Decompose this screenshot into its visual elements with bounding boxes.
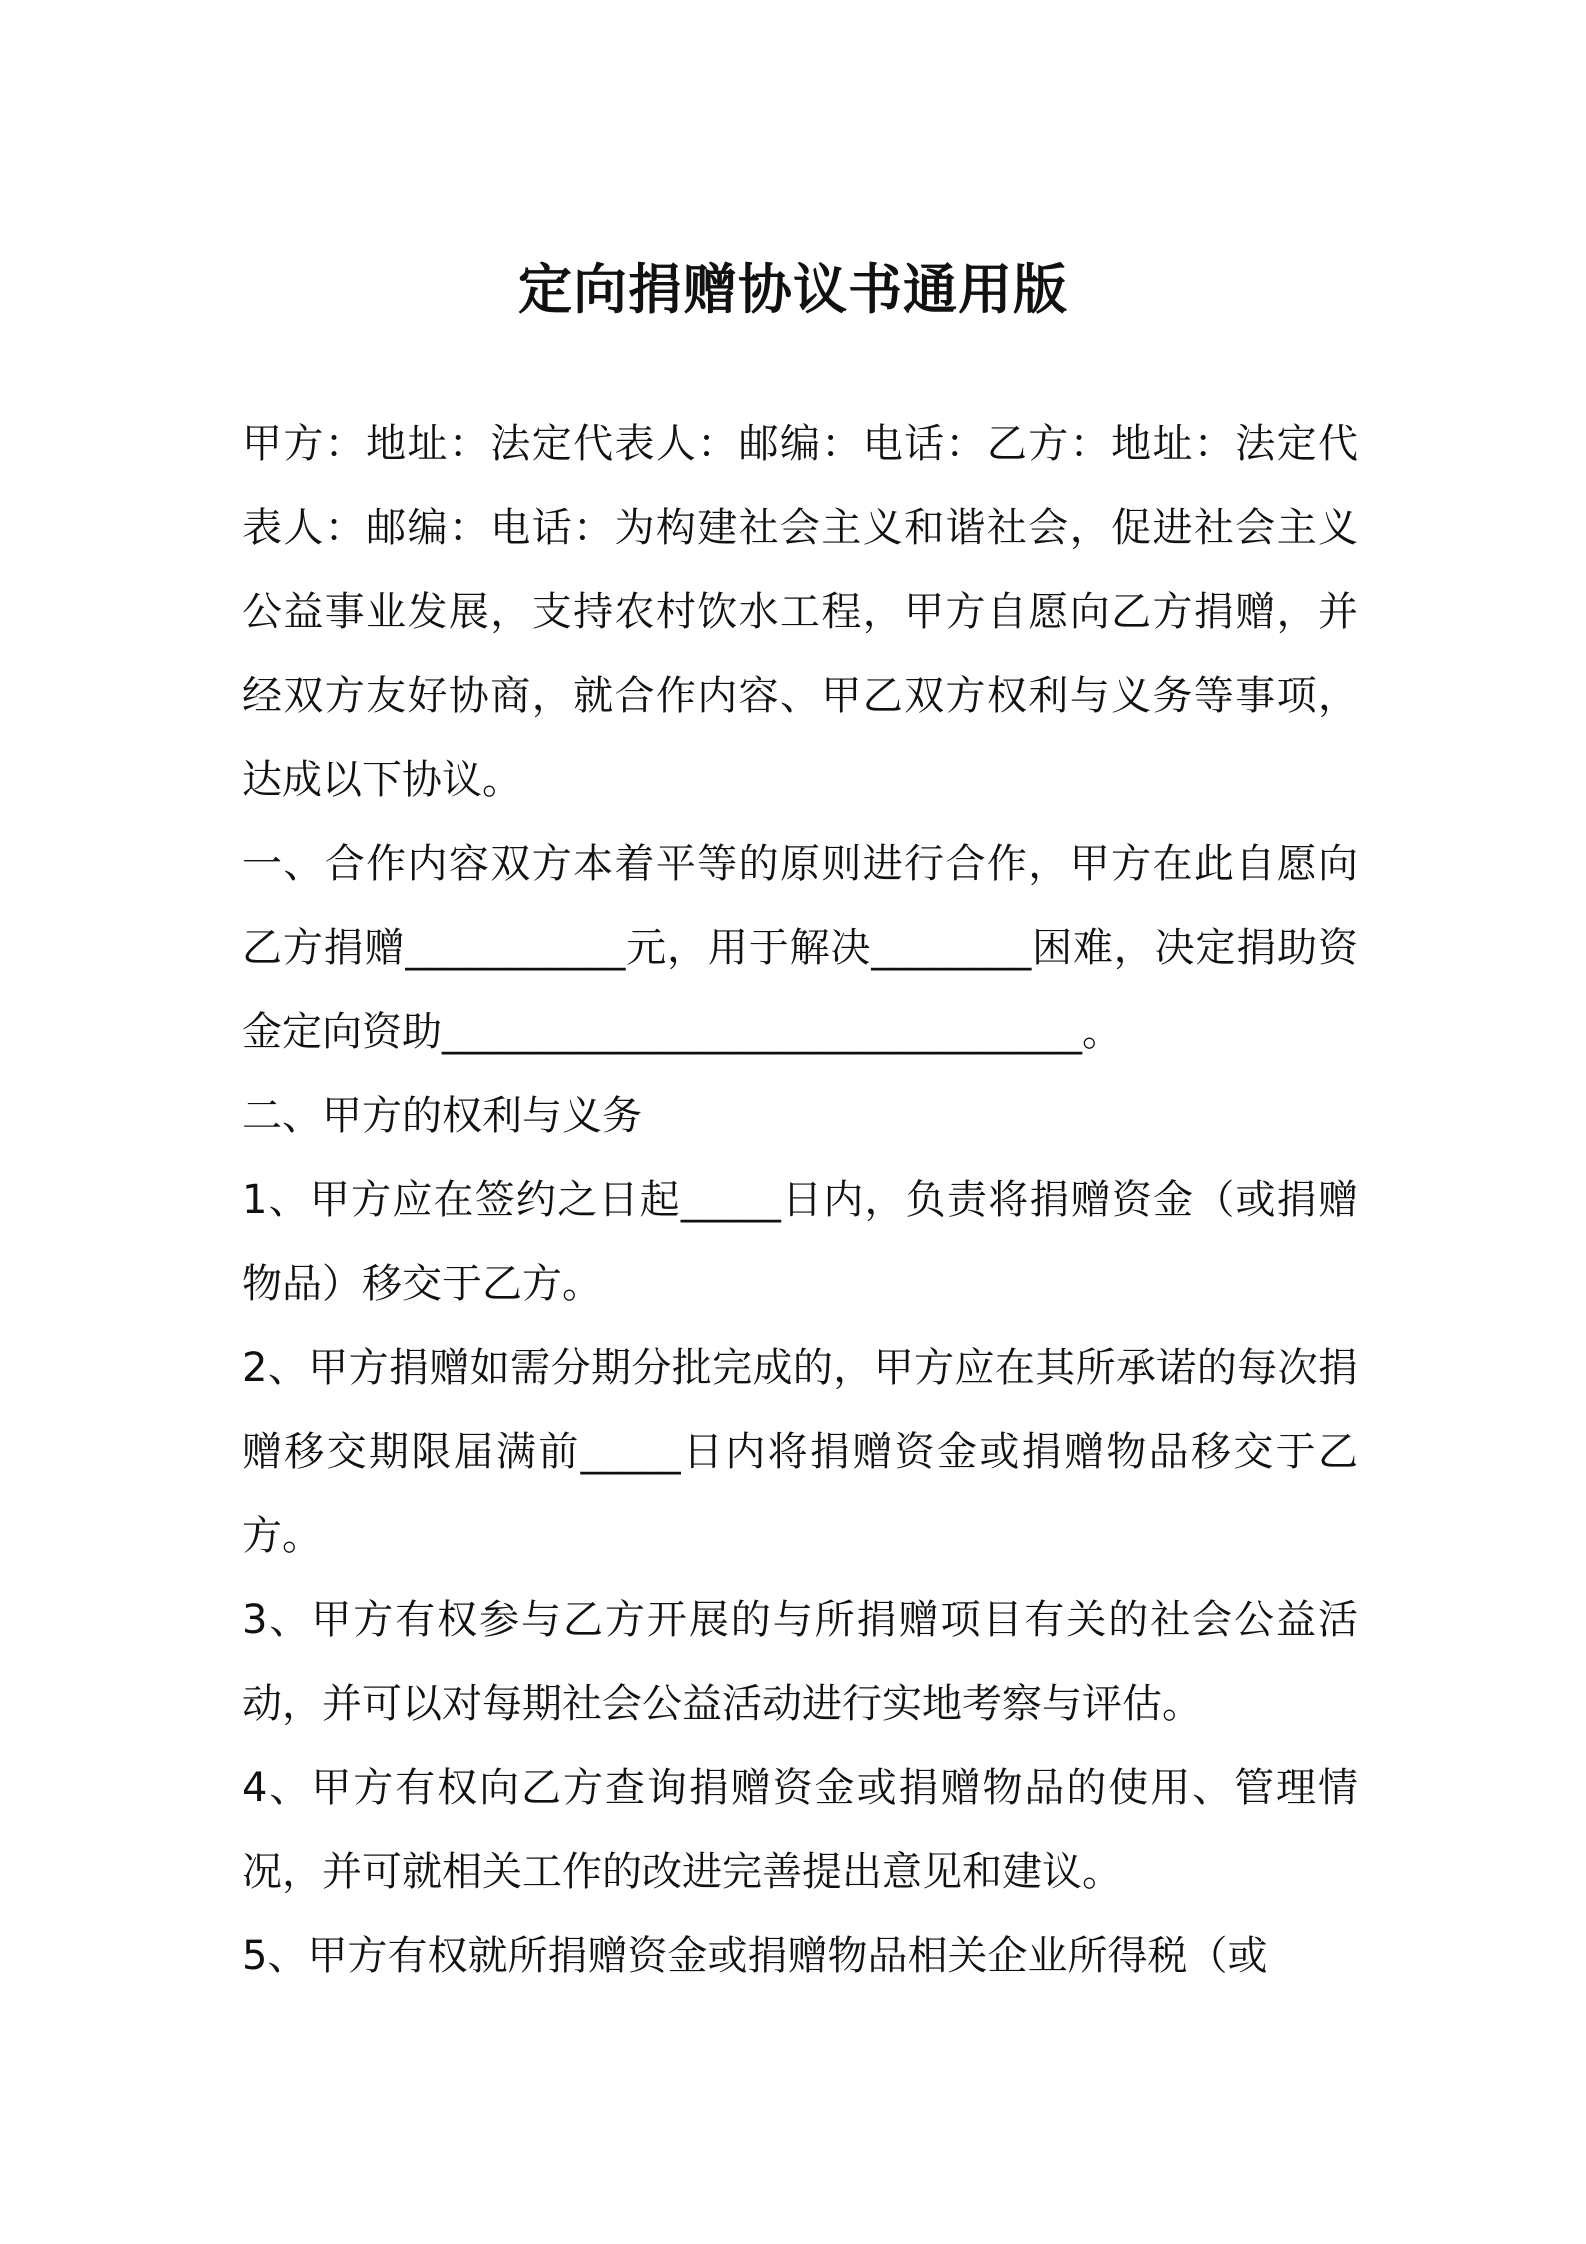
clause-item-1: 1、甲方应在签约之日起_____日内，负责将捐赠资金（或捐赠物品）移交于乙方。	[242, 1177, 1358, 1307]
clause-cooperation-content: 一、合作内容双方本着平等的原则进行合作，甲方在此自愿向乙方捐赠___________元，用于解决________困难，决定捐助资金定向资助________________________________。	[242, 841, 1358, 1055]
document-body	[242, 402, 1358, 1998]
intro-paragraph: 甲方：地址：法定代表人：邮编：电话：乙方：地址：法定代表人：邮编：电话：为构建社会主义和谐社会，促进社会主义公益事业发展，支持农村饮水工程，甲方自愿向乙方捐赠，并经双方友好协商，就合作内容、甲乙双方权利与义务等事项，达成以下协议。	[242, 421, 1358, 803]
section-heading-party-a-rights: 二、甲方的权利与义务	[242, 1093, 642, 1139]
clause-item-2: 2、甲方捐赠如需分期分批完成的，甲方应在其所承诺的每次捐赠移交期限届满前_____日内将捐赠资金或捐赠物品移交于乙方。	[242, 1345, 1358, 1559]
clause-item-5: 5、甲方有权就所捐赠资金或捐赠物品相关企业所得税（或	[242, 1933, 1268, 1979]
clause-item-3: 3、甲方有权参与乙方开展的与所捐赠项目有关的社会公益活动，并可以对每期社会公益活动进行实地考察与评估。	[242, 1597, 1358, 1727]
clause-item-4: 4、甲方有权向乙方查询捐赠资金或捐赠物品的使用、管理情况，并可就相关工作的改进完善提出意见和建议。	[242, 1765, 1358, 1895]
document-title: 定向捐赠协议书通用版	[518, 258, 1068, 321]
